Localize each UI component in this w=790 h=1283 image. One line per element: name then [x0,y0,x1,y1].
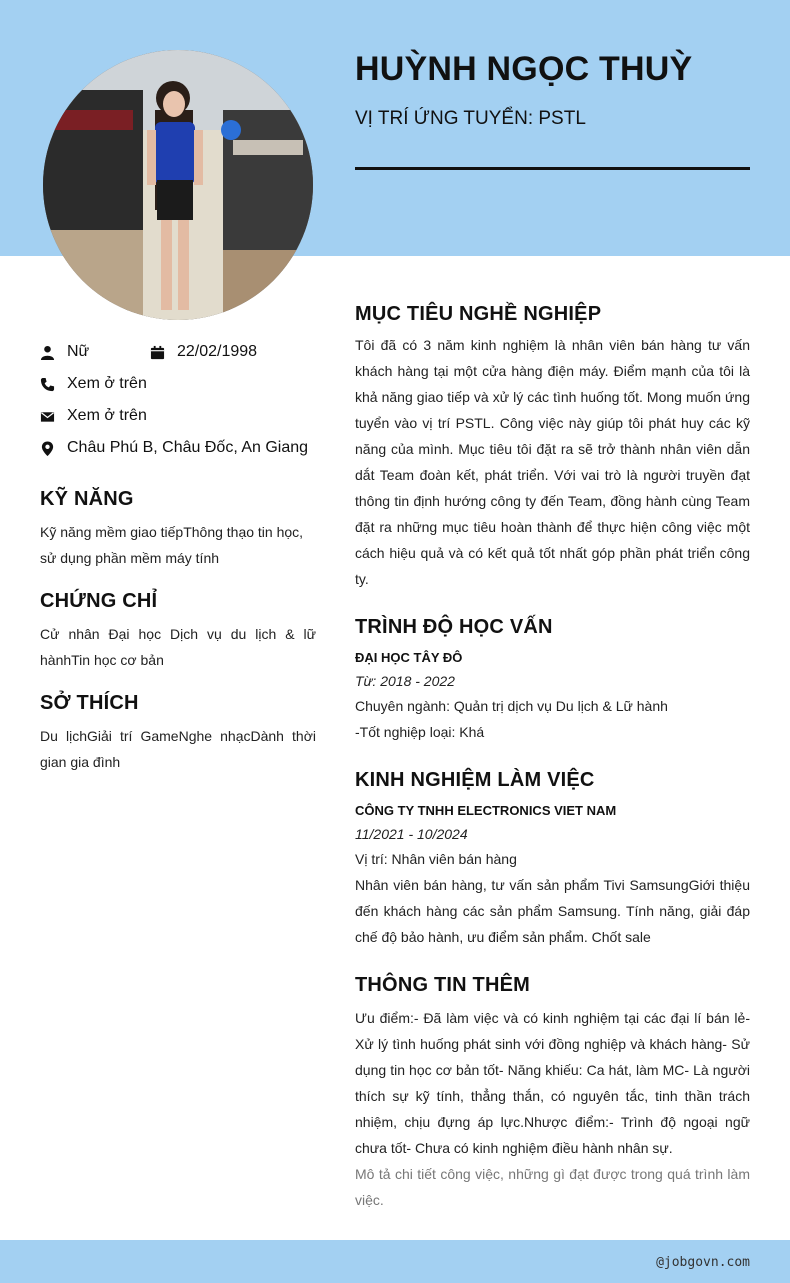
header-divider [355,167,750,170]
additional-text: Ưu điểm:- Đã làm việc và có kinh nghiệm tại các đại lí bán lẻ- Xử lý tình huống phát sinh với đồng nghiệp và khách hàng- Sử dụng tin học cơ bản tốt- Năng khiếu: Ca hát, làm MC- Là người thích sự kỹ tính, thẳng thắn, có nguyên tắc, tinh thần trách nhiệm, chịu đựng áp lực.Nhược điểm:- Trình độ ngoại ngữ chưa tốt- Chưa có kinh nghiệm điều hành nhân sự. [355,1010,750,1156]
experience-heading: KINH NGHIỆM LÀM VIỆC [355,769,595,791]
certificates-heading: CHỨNG CHỈ [40,590,158,612]
additional-placeholder: Mô tả chi tiết công việc, những gì đạt được trong quá trình làm việc. [355,1166,750,1208]
mail-icon [40,409,55,424]
objective-heading: MỤC TIÊU NGHỀ NGHIỆP [355,303,602,325]
calendar-icon [150,345,165,360]
candidate-name: HUỲNH NGỌC THUỲ [355,50,693,88]
contact-gender [40,343,89,361]
phone-icon [40,377,55,392]
phone-value: Xem ở trên [67,375,147,392]
applied-position: VỊ TRÍ ỨNG TUYỂN: PSTL [355,108,586,129]
gender-value: Nữ [67,343,90,360]
address-value: Châu Phú B, Châu Đốc, An Giang [67,439,309,456]
experience-description: Nhân viên bán hàng, tư vấn sản phẩm Tivi SamsungGiới thiệu đến khách hàng các sản phẩm Samsung. Tính năng, giải đáp chế độ bảo hành, ưu điểm sản phẩm. Chốt sale [355,877,750,945]
skills-heading: KỸ NĂNG [40,488,134,510]
location-pin-icon [40,441,55,456]
email-value: Xem ở trên [67,407,147,424]
education-grade: -Tốt nghiệp loại: Khá [355,724,485,740]
objective-text: Tôi đã có 3 năm kinh nghiệm là nhân viên bán hàng tư vấn khách hàng tại một cửa hàng điện máy. Điểm mạnh của tôi là khả năng giao tiếp và xử lý các tình huống tốt. Mong muốn ứng tuyển vào vị trí PSTL. Công việc này giúp tôi phát huy các kỹ năng của mình. Mục tiêu tôi đặt ra sẽ trở thành nhân viên dẫn dắt Team đoàn kết, phát triển. Với vai trò là người truyền đạt thông tin định hướng công ty đến Team, đồng hành cùng Team đặt ra những mục tiêu hoàn thành để thực hiện công việc một cách hiệu quả và có kết quả tốt nhất góp phần phát triển công ty. [355,337,750,587]
education-major: Chuyên ngành: Quản trị dịch vụ Du lịch & Lữ hành [355,698,668,714]
footer-brand: @jobgovn.com [656,1255,750,1270]
user-icon [40,345,55,360]
profile-photo [43,50,313,320]
education-heading: TRÌNH ĐỘ HỌC VẤN [355,616,553,638]
school-name: ĐẠI HỌC TÂY ĐÔ [355,650,463,665]
contact-email [40,407,147,425]
contact-birthdate [150,343,257,361]
experience-period: 11/2021 - 10/2024 [355,826,468,842]
skills-text: Kỹ năng mềm giao tiếpThông thạo tin học, sử dụng phần mềm máy tính [40,524,304,566]
hobbies-text: Du lịchGiải trí GameNghe nhạcDành thời gian gia đình [40,728,316,770]
company-name: CÔNG TY TNHH ELECTRONICS VIET NAM [355,803,617,818]
education-period: Từ: 2018 - 2022 [355,673,455,689]
contact-phone [40,375,147,393]
hobbies-heading: SỞ THÍCH [40,692,139,714]
contact-address [40,439,308,457]
birthdate-value: 22/02/1998 [177,343,258,360]
certificates-text: Cử nhân Đại học Dịch vụ du lịch & lữ hànhTin học cơ bản [40,626,316,668]
experience-role: Vị trí: Nhân viên bán hàng [355,851,517,867]
additional-heading: THÔNG TIN THÊM [355,974,531,996]
